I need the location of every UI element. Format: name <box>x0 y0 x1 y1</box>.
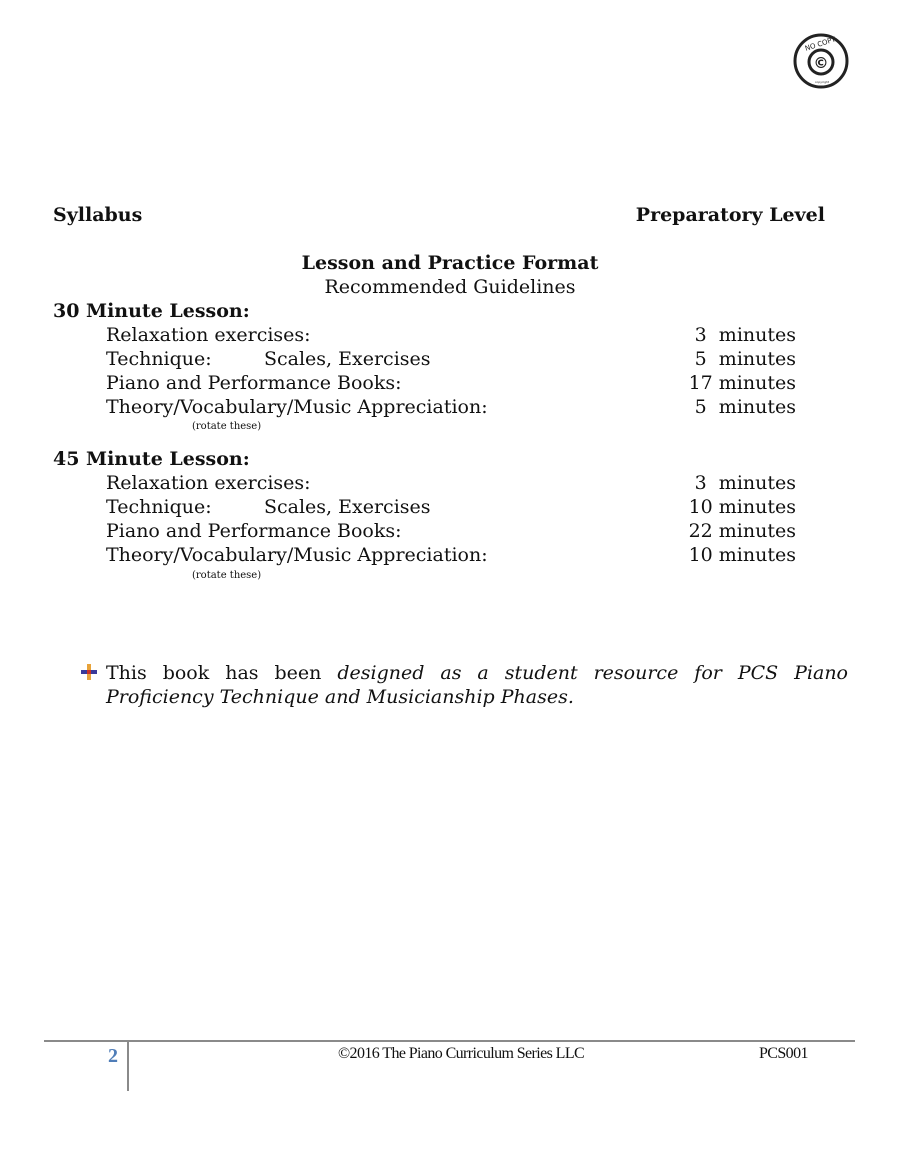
row-label: Piano and Performance Books: <box>106 372 402 394</box>
stamp-text: NO COPY <box>804 35 837 53</box>
page-title: Lesson and Practice Format <box>301 252 599 274</box>
lesson-45-row-theory <box>106 544 796 568</box>
no-copy-stamp-icon <box>788 30 854 90</box>
lesson-45-note: (rotate these) <box>192 570 262 581</box>
lesson-30-row-relaxation <box>106 324 796 348</box>
row-sub-label: Scales, Exercises <box>264 496 431 518</box>
row-value: 5 minutes <box>688 348 796 370</box>
row-sub-label: Scales, Exercises <box>264 348 431 370</box>
row-label: Relaxation exercises: <box>106 472 311 494</box>
lesson-45-row-books <box>106 520 796 544</box>
lesson-30-note: (rotate these) <box>192 421 262 432</box>
footer-code: PCS001 <box>759 1045 808 1062</box>
lesson-45-row-technique <box>106 496 796 520</box>
footer-rule <box>44 1040 855 1042</box>
lesson-30-heading: 30 Minute Lesson: <box>53 300 250 322</box>
footer-divider <box>127 1042 129 1091</box>
row-value: 3 minutes <box>688 472 796 494</box>
header-level: Preparatory Level <box>635 204 825 226</box>
row-value: 17 minutes <box>688 372 796 394</box>
row-value: 22 minutes <box>688 520 796 542</box>
row-label: Theory/Vocabulary/Music Appreciation: <box>106 544 488 566</box>
bullet-paragraph <box>106 661 848 709</box>
page-number: 2 <box>108 1045 118 1067</box>
header-syllabus: Syllabus <box>53 204 143 226</box>
lesson-30-row-books <box>106 372 796 396</box>
lesson-45-row-relaxation <box>106 472 796 496</box>
row-label: Technique: <box>106 496 212 518</box>
row-label: Technique: <box>106 348 212 370</box>
row-value: 10 minutes <box>688 544 796 566</box>
stamp-small-text: copyright <box>814 80 830 84</box>
lesson-30-row-technique <box>106 348 796 372</box>
row-label: Piano and Performance Books: <box>106 520 402 542</box>
bullet-plain-text: This book has been <box>106 662 338 684</box>
bullet-plus-icon <box>80 663 98 681</box>
lesson-30-row-theory <box>106 396 796 420</box>
footer-copyright: ©2016 The Piano Curriculum Series LLC <box>338 1045 585 1062</box>
bullet-italic-text: designed as a student resource for PCS Piano Proficiency Technique and Musicianship Phases. <box>106 662 848 708</box>
row-value: 10 minutes <box>688 496 796 518</box>
row-label: Theory/Vocabulary/Music Appreciation: <box>106 396 488 418</box>
row-value: 3 minutes <box>688 324 796 346</box>
page-subtitle: Recommended Guidelines <box>324 276 576 298</box>
row-label: Relaxation exercises: <box>106 324 311 346</box>
stamp-symbol: © <box>813 54 829 72</box>
row-value: 5 minutes <box>688 396 796 418</box>
lesson-45-heading: 45 Minute Lesson: <box>53 448 250 470</box>
